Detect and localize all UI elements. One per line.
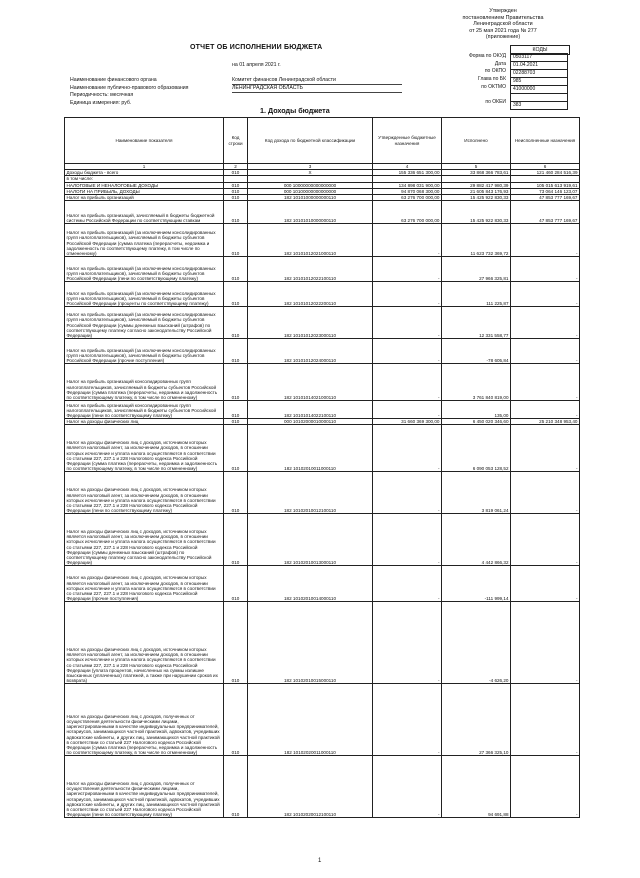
col-number: 2 [224, 164, 248, 170]
table-row [65, 756, 580, 818]
table-row [65, 339, 580, 364]
row-approved: - [373, 282, 442, 307]
row-approved: - [373, 756, 442, 818]
row-approved: - [373, 224, 442, 257]
codes-table [510, 53, 568, 110]
row-done: 6 450 020 346,60 [442, 419, 511, 425]
code-value: 41000000 [511, 86, 568, 94]
row-done: 111 225,87 [442, 282, 511, 307]
row-code: 010 [224, 514, 248, 566]
table-row [65, 425, 580, 472]
row-code: 010 [224, 282, 248, 307]
row-rest: - [511, 282, 580, 307]
header-label: Наименование публично-правового образования [70, 84, 189, 91]
row-code: 010 [224, 307, 248, 339]
row-done: 135,00 [442, 401, 511, 419]
row-code: 010 [224, 425, 248, 472]
row-name: Налог на прибыль организаций [65, 195, 224, 201]
table-row [65, 224, 580, 257]
row-name: Налог на доходы физических лиц с доходов, источником которых является налоговый агент, за исключением доходов, в отношении которых исчисление и уплата налога осуществляются в соответствии со статьями 227, 227.1 и 228 Налогового кодекса Российской Федерации (уплата процентов, начисленных на суммы излишне взысканных (уплаченных) платежей, а также при нарушении сроков их возврата) [65, 602, 224, 684]
row-rest: 47 853 777 169,67 [511, 195, 580, 201]
code-label: Дата [494, 60, 506, 67]
row-rest: - [511, 684, 580, 756]
row-rest: - [511, 401, 580, 419]
row-kbk: 182 10102010012100110 [248, 472, 373, 514]
row-code: 010 [224, 182, 248, 188]
table-row [65, 401, 580, 419]
income-table [64, 117, 580, 818]
col-number: 6 [511, 164, 580, 170]
approval-line: Утвержден [489, 8, 517, 14]
code-value: 985 [511, 78, 568, 86]
approval-stamp [438, 8, 568, 41]
row-name: Налог на прибыль организаций (за исключением консолидированных групп налогоплательщиков), зачисляемый в бюджеты субъектов Российской Федерации (суммы денежных взысканий (штрафов) по соответствующему платежу согласно законодательству Российской Федерации) [65, 307, 224, 339]
approval-line: Ленинградской области [473, 21, 533, 28]
row-kbk: X [248, 170, 373, 176]
table-row [65, 684, 580, 756]
row-code: 010 [224, 756, 248, 818]
code-value: 383 [511, 102, 568, 110]
row-name: Налог на прибыль организаций (за исключением консолидированных групп налогоплательщиков), зачисляемый в бюджеты субъектов Российской Федерации (проценты по соответствующему платежу) [65, 282, 224, 307]
row-rest: - [511, 339, 580, 364]
row-kbk: 182 10101012024000110 [248, 339, 373, 364]
row-code: 010 [224, 419, 248, 425]
row-kbk: 000 10100000000000000 [248, 188, 373, 194]
row-code: 010 [224, 201, 248, 224]
col-number: 1 [65, 164, 224, 170]
row-kbk: 182 10101014021000110 [248, 364, 373, 401]
header-label: Наименование финансового органа [70, 77, 157, 83]
row-done: 21 605 843 176,93 [442, 188, 511, 194]
approval-line: от 25 мая 2021 года № 277 [469, 27, 537, 34]
row-rest: - [511, 307, 580, 339]
row-done: 4 442 866,32 [442, 514, 511, 566]
col-header: Утвержденные бюджетные назначения [373, 118, 442, 164]
row-done: 15 425 922 830,33 [442, 201, 511, 224]
header-values [232, 77, 402, 93]
row-done: 33 868 366 783,61 [442, 170, 511, 176]
row-name: Налог на прибыль организаций консолидированных групп налогоплательщиков, зачисляемый в бюджеты субъектов Российской Федерации (пени по соответствующему платежу) [65, 401, 224, 419]
row-name: Доходы бюджета - всего [65, 170, 224, 176]
row-code: 010 [224, 401, 248, 419]
row-name: Налог на доходы физических лиц с доходов, источником которых является налоговый агент, за исключением доходов, в отношении которых исчисление и уплата налога осуществляются в соответствии со статьями 227, 227.1 и 228 Налогового кодекса Российской Федерации (сумма платежа (перерасчеты, недоимка и задолженность по соответствующему платежу, в том числе по отмененному) [65, 425, 224, 472]
income-table-body [65, 170, 580, 818]
row-name: Налог на доходы физических лиц с доходов, полученных от осуществления деятельности физическими лицами, зарегистрированными в качестве индивидуальных предпринимателей, нотариусов, занимающихся частной практикой, адвокатов, учредивших адвокатские кабинеты, и других лиц, занимающихся частной практикой в соответствии со статьей 227 Налогового кодекса Российской Федерации (пени по соответствующему платежу) [65, 756, 224, 818]
table-row [65, 514, 580, 566]
codes-header: КОДЫ [510, 45, 570, 55]
row-kbk: 182 10102010013000110 [248, 514, 373, 566]
row-approved: - [373, 472, 442, 514]
table-row [65, 201, 580, 224]
row-kbk: 182 10102010011000110 [248, 425, 373, 472]
table-row [65, 282, 580, 307]
row-kbk: 182 10101012021000110 [248, 224, 373, 257]
col-header: Наименование показателя [65, 118, 224, 164]
col-number: 4 [373, 164, 442, 170]
table-row [65, 566, 580, 602]
code-label: по ОКТМО [481, 83, 506, 90]
row-done: 11 623 732 369,72 [442, 224, 511, 257]
row-kbk: 182 10102010014000110 [248, 566, 373, 602]
row-done: 94 691,88 [442, 756, 511, 818]
code-label: по ОКПО [484, 68, 506, 75]
row-approved: 31 660 369 300,00 [373, 419, 442, 425]
col-header: Неисполненные назначения [511, 118, 580, 164]
code-value: 02288703 [511, 70, 568, 78]
row-approved: - [373, 364, 442, 401]
row-kbk: 182 10102010015000110 [248, 602, 373, 684]
row-approved: 134 898 031 900,00 [373, 182, 442, 188]
row-kbk: 182 10101010000000110 [248, 201, 373, 224]
row-approved: 63 276 700 000,00 [373, 195, 442, 201]
row-approved: - [373, 566, 442, 602]
row-rest: - [511, 602, 580, 684]
row-kbk: 000 10000000000000000 [248, 182, 373, 188]
row-name: НАЛОГИ НА ПРИБЫЛЬ, ДОХОДЫ [65, 188, 224, 194]
table-row [65, 257, 580, 282]
code-label: Глава по БК [478, 76, 506, 83]
col-header: Код строки [224, 118, 248, 164]
row-approved: - [373, 307, 442, 339]
row-done: 27 366 325,10 [442, 684, 511, 756]
row-kbk: 182 10101000000000110 [248, 195, 373, 201]
code-label: по ОКЕИ [485, 99, 506, 106]
row-done: 3 819 061,24 [442, 472, 511, 514]
header-label: Единица измерения: руб. [70, 99, 132, 106]
row-done: 12 331 558,77 [442, 307, 511, 339]
row-done: 27 966 325,81 [442, 257, 511, 282]
row-name: Налог на доходы физических лиц с доходов, источником которых является налоговый агент, за исключением доходов, в отношении которых исчисление и уплата налога осуществляются в соответствии со статьями 227, 227.1 и 228 Налогового кодекса Российской Федерации (прочие поступления) [65, 566, 224, 602]
row-rest: - [511, 514, 580, 566]
row-done: -111 999,14 [442, 566, 511, 602]
row-rest: - [511, 566, 580, 602]
row-kbk: 182 10101012022200110 [248, 282, 373, 307]
codes-labels [430, 53, 506, 107]
col-number: 3 [248, 164, 373, 170]
row-name: НАЛОГОВЫЕ И НЕНАЛОГОВЫЕ ДОХОДЫ [65, 182, 224, 188]
row-name: Налог на прибыль организаций консолидированных групп налогоплательщиков, зачисляемый в бюджеты субъектов Российской Федерации (сумма платежа (перерасчеты, недоимка и задолженность по соответствующему платежу, в том числе по отмененному) [65, 364, 224, 401]
code-label: Форма по ОКУД [468, 53, 506, 59]
row-code: 010 [224, 566, 248, 602]
page-number: 1 [318, 858, 322, 864]
row-name: Налог на доходы физических лиц [65, 419, 224, 425]
row-code: 010 [224, 339, 248, 364]
table-row [65, 307, 580, 339]
row-approved: - [373, 684, 442, 756]
approval-line: (приложение) [485, 34, 521, 41]
report-title: ОТЧЕТ ОБ ИСПОЛНЕНИИ БЮДЖЕТА [190, 44, 323, 51]
row-rest: - [511, 756, 580, 818]
row-done: -4 626,20 [442, 602, 511, 684]
row-done: 6 090 053 128,52 [442, 425, 511, 472]
row-approved: - [373, 339, 442, 364]
row-rest: - [511, 425, 580, 472]
row-kbk: 182 10101014022100110 [248, 401, 373, 419]
header-label: Периодичность: месячная [70, 92, 134, 99]
row-name: Налог на доходы физических лиц с доходов, полученных от осуществления деятельности физическими лицами, зарегистрированными в качестве индивидуальных предпринимателей, нотариусов, занимающихся частной практикой, адвокатов, учредивших адвокатские кабинеты, и других лиц, занимающихся частной практикой в соответствии со статьей 227 Налогового кодекса Российской Федерации (сумма платежа (перерасчеты, недоимка и задолженность по соответствующему платежу, в том числе по отмененному) [65, 684, 224, 756]
row-name: Налог на прибыль организаций (за исключением консолидированных групп налогоплательщиков), зачисляемый в бюджеты субъектов Российской Федерации (сумма платежа (перерасчеты, недоимка и задолженность по соответствующему платежу, в том числе по отмененному) [65, 224, 224, 257]
row-code: 010 [224, 472, 248, 514]
row-rest: 105 015 613 919,61 [511, 182, 580, 188]
row-done: 29 882 417 980,39 [442, 182, 511, 188]
row-kbk: 182 10102020011000110 [248, 684, 373, 756]
row-done: 3 761 840 819,00 [442, 364, 511, 401]
row-rest: - [511, 472, 580, 514]
row-rest: 25 210 348 953,40 [511, 419, 580, 425]
code-label [430, 91, 506, 99]
code-value: 0503117 [511, 54, 568, 62]
code-value: 01.04.2021 [511, 62, 568, 70]
row-name: Налог на прибыль организаций (за исключением консолидированных групп налогоплательщиков), зачисляемый в бюджеты субъектов Российской Федерации (прочие поступления) [65, 339, 224, 364]
row-name: в том числе: [65, 176, 224, 182]
row-approved: 94 870 068 300,00 [373, 188, 442, 194]
row-rest: - [511, 257, 580, 282]
table-row [65, 182, 580, 188]
row-code: 010 [224, 195, 248, 201]
row-approved: - [373, 257, 442, 282]
code-value [511, 94, 568, 102]
row-name: Налог на прибыль организаций (за исключением консолидированных групп налогоплательщиков), зачисляемый в бюджеты субъектов Российской Федерации (пени по соответствующему платежу) [65, 257, 224, 282]
col-header: Код дохода по бюджетной классификации [248, 118, 373, 164]
header-value: Комитет финансов Ленинградской области [232, 77, 402, 85]
row-code: 010 [224, 188, 248, 194]
header-labels [70, 77, 188, 107]
row-rest: - [511, 224, 580, 257]
row-code: 010 [224, 257, 248, 282]
approval-line: постановлением Правительства [462, 14, 544, 21]
row-code: 010 [224, 602, 248, 684]
row-code: 010 [224, 224, 248, 257]
row-name: Налог на доходы физических лиц с доходов, источником которых является налоговый агент, за исключением доходов, в отношении которых исчисление и уплата налога осуществляются в соответствии со статьями 227, 227.1 и 228 Налогового кодекса Российской Федерации (суммы денежных взысканий (штрафов) по соответствующему платежу согласно законодательству Российской Федерации) [65, 514, 224, 566]
row-rest: 121 460 284 516,39 [511, 170, 580, 176]
row-done: -78 605,84 [442, 339, 511, 364]
section-title: 1. Доходы бюджета [260, 106, 330, 115]
row-kbk: 182 10101012022100110 [248, 257, 373, 282]
row-code: 010 [224, 170, 248, 176]
row-code: 010 [224, 364, 248, 401]
row-kbk: 182 10102020012100110 [248, 756, 373, 818]
row-rest: 73 064 146 123,07 [511, 188, 580, 194]
row-rest: - [511, 364, 580, 401]
row-approved: - [373, 514, 442, 566]
header-value: ЛЕНИНГРАДСКАЯ ОБЛАСТЬ [232, 85, 402, 93]
report-period: на 01 апреля 2021 г. [232, 62, 281, 68]
col-header: Исполнено [442, 118, 511, 164]
row-code: 010 [224, 684, 248, 756]
row-name: Налог на прибыль организаций, зачисляемый в бюджеты бюджетной системы Российской Федерации по соответствующим ставкам [65, 201, 224, 224]
row-done: 15 425 922 830,33 [442, 195, 511, 201]
row-approved: 155 336 651 300,00 [373, 170, 442, 176]
table-row [65, 602, 580, 684]
row-approved: - [373, 602, 442, 684]
row-approved: 63 276 700 000,00 [373, 201, 442, 224]
row-approved: - [373, 401, 442, 419]
row-kbk: 000 10102000010000110 [248, 419, 373, 425]
row-rest: 47 853 777 169,67 [511, 201, 580, 224]
table-row [65, 364, 580, 401]
row-kbk: 182 10101012023000110 [248, 307, 373, 339]
row-approved: - [373, 425, 442, 472]
row-name: Налог на доходы физических лиц с доходов, источником которых является налоговый агент, за исключением доходов, в отношении которых исчисление и уплата налога осуществляются в соответствии со статьями 227, 227.1 и 228 Налогового кодекса Российской Федерации (пени по соответствующему платежу) [65, 472, 224, 514]
col-number: 5 [442, 164, 511, 170]
table-row [65, 472, 580, 514]
